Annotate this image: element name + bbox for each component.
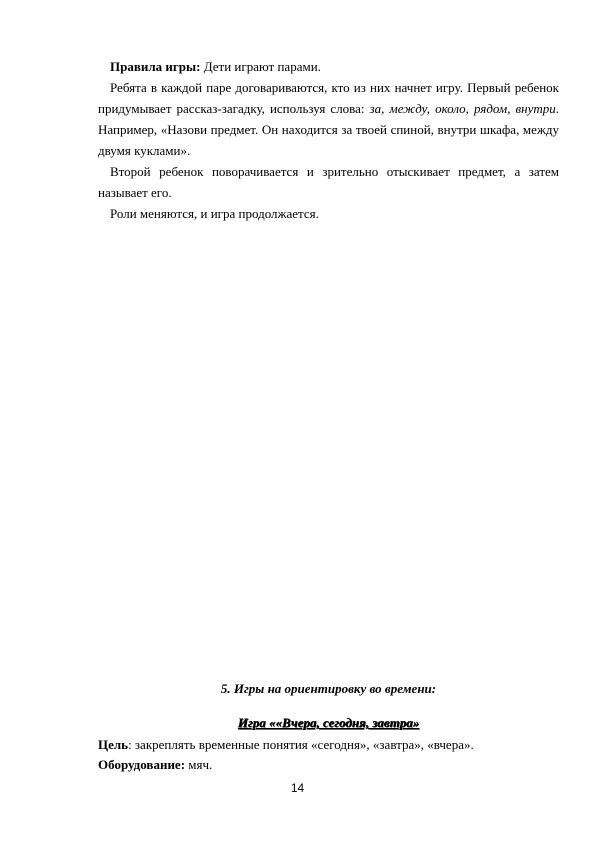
paragraph-2-text: Второй ребенок поворачивается и зрительно отыскивает предмет, а затем называет его. (98, 164, 559, 200)
paragraph-3 (98, 203, 559, 224)
goal-line (98, 736, 559, 754)
section-heading: 5. Игры на ориентировку во времени: (220, 681, 437, 696)
page-number: 14 (290, 781, 305, 795)
rules-text: Дети играют парами. (200, 59, 321, 74)
paragraph-1-italic-words: за, между, около, рядом, внутри (369, 101, 556, 116)
paragraph-1-text-before: Ребята в каждой паре договариваются, кто из них начнет игру. Первый ребенок придумывает рассказ-загадку, используя слова: (98, 80, 559, 116)
rules-label: Правила игры: (110, 59, 201, 74)
paragraph-3-text: Роли меняются, и игра продолжается. (110, 206, 319, 221)
paragraph-1 (98, 77, 559, 161)
goal-text: : закреплять временные понятия «сегодня», «завтра», «вчера». (128, 737, 474, 752)
game-rules-text (98, 56, 559, 224)
game-title: Игра ««Вчера, сегодня, завтра» (237, 715, 420, 730)
paragraph-1-text-after: . Например, «Назови предмет. Он находится за твоей спиной, внутри шкафа, между двумя куклами». (98, 101, 559, 158)
equipment-label: Оборудование: (98, 757, 186, 772)
rules-paragraph (98, 56, 559, 77)
equipment-text: мяч. (185, 757, 213, 772)
paragraph-2 (98, 161, 559, 203)
goal-label: Цель (98, 737, 129, 752)
equipment-line (98, 756, 559, 774)
